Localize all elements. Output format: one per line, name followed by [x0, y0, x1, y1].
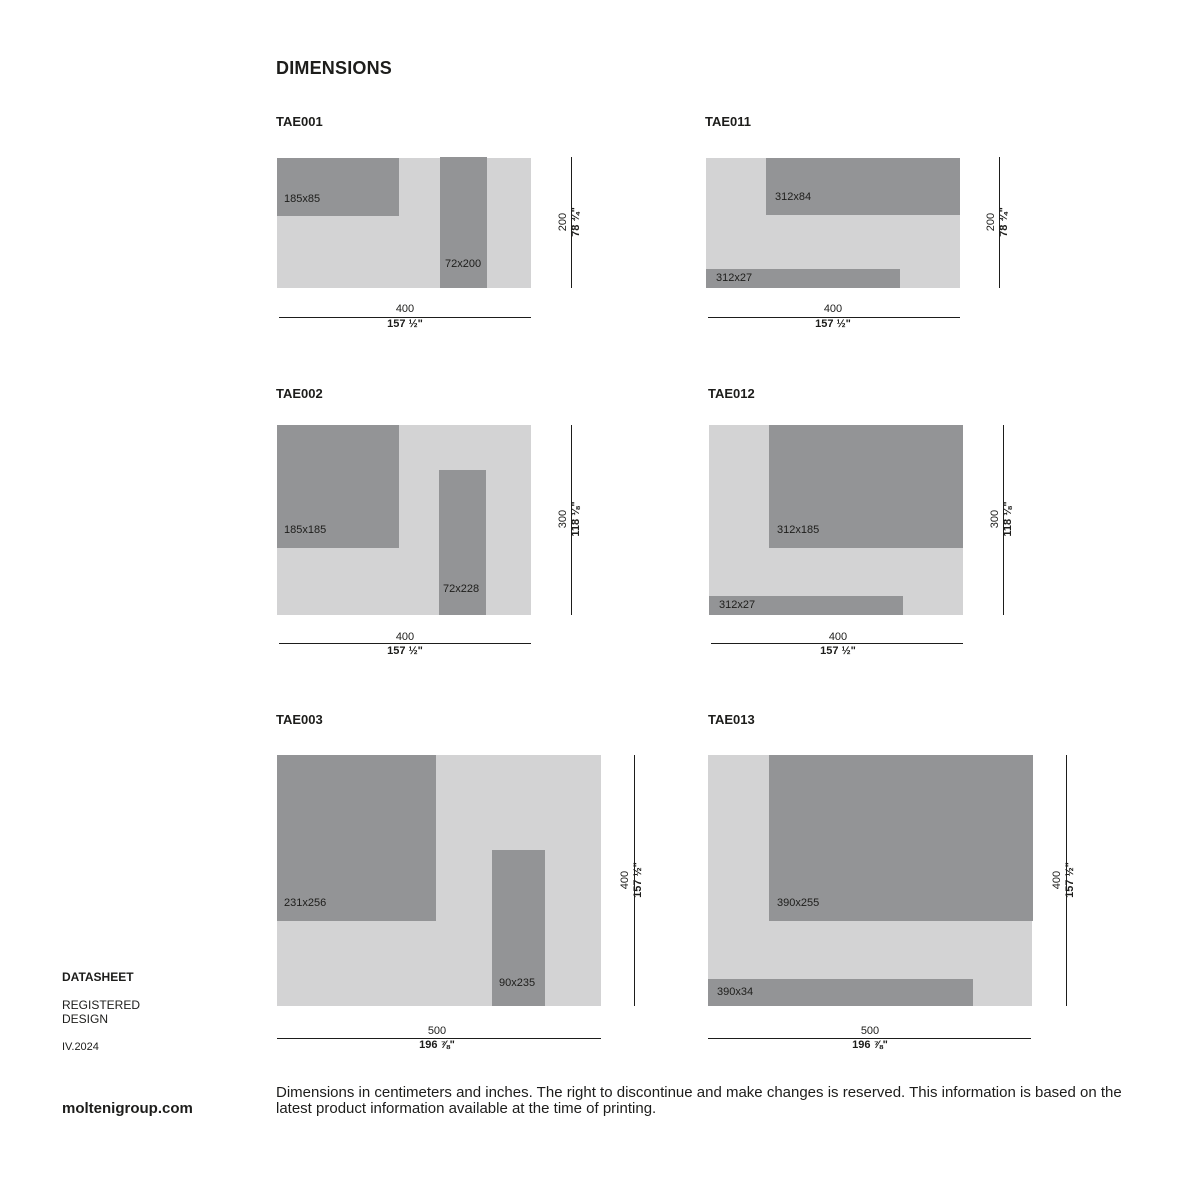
- height-label: [619, 840, 647, 920]
- height-cm: 200: [557, 212, 569, 232]
- width-cm: 400: [395, 303, 415, 315]
- datasheet-heading: DATASHEET: [62, 970, 134, 984]
- section-label: 185x85: [284, 193, 321, 205]
- width-in: 196 ⅞": [852, 1039, 888, 1051]
- section-label: 312x84: [775, 191, 812, 203]
- section-label: 72x200: [445, 258, 482, 270]
- height-in: 157 ½": [632, 862, 644, 898]
- width-in: 157 ½": [387, 645, 423, 657]
- height-label: [989, 479, 1017, 559]
- model-code: TAE001: [276, 114, 323, 129]
- height-cm: 400: [1051, 870, 1063, 890]
- website-link[interactable]: moltenigroup.com: [62, 1100, 193, 1117]
- rug-section: [277, 158, 399, 216]
- width-in: 157 ½": [815, 318, 851, 330]
- model-code: TAE013: [708, 712, 755, 727]
- page-title: DIMENSIONS: [276, 58, 393, 78]
- height-in: 78 ¾": [998, 207, 1010, 237]
- width-in: 157 ½": [820, 645, 856, 657]
- width-cm: 400: [823, 303, 843, 315]
- rug-section: [766, 158, 960, 215]
- height-cm: 400: [619, 870, 631, 890]
- model-code: TAE011: [705, 114, 752, 129]
- height-cm: 200: [985, 212, 997, 232]
- section-label: 312x27: [716, 272, 753, 284]
- section-label: 390x255: [777, 897, 820, 909]
- section-label: 90x235: [499, 977, 536, 989]
- height-label: [985, 182, 1013, 262]
- edition-date: IV.2024: [62, 1041, 99, 1053]
- section-label: 312x27: [719, 599, 756, 611]
- height-in: 118 ⅛": [1002, 501, 1014, 537]
- height-label: [557, 479, 585, 559]
- height-cm: 300: [989, 509, 1001, 529]
- width-cm: 500: [860, 1025, 880, 1037]
- width-cm: 400: [395, 631, 415, 643]
- height-cm: 300: [557, 509, 569, 529]
- registered-design: REGISTERED DESIGN: [62, 998, 141, 1026]
- width-in: 196 ⅞": [419, 1039, 455, 1051]
- width-cm: 400: [828, 631, 848, 643]
- model-code: TAE012: [708, 386, 755, 401]
- model-code: TAE002: [276, 386, 323, 401]
- width-in: 157 ½": [387, 318, 423, 330]
- height-label: [1051, 840, 1079, 920]
- section-label: 72x228: [443, 583, 480, 595]
- height-in: 118 ⅛": [570, 501, 582, 537]
- section-label: 231x256: [284, 897, 327, 909]
- disclaimer-note: Dimensions in centimeters and inches. The right to discontinue and make changes is reserved. This information is based on the latest product information available at the time of printing.: [276, 1084, 1122, 1117]
- section-label: 312x185: [777, 524, 820, 536]
- section-label: 390x34: [717, 986, 754, 998]
- height-label: [557, 182, 585, 262]
- height-in: 157 ½": [1064, 862, 1076, 898]
- section-label: 185x185: [284, 524, 327, 536]
- model-code: TAE003: [276, 712, 323, 727]
- width-cm: 500: [427, 1025, 447, 1037]
- height-in: 78 ¾": [570, 207, 582, 237]
